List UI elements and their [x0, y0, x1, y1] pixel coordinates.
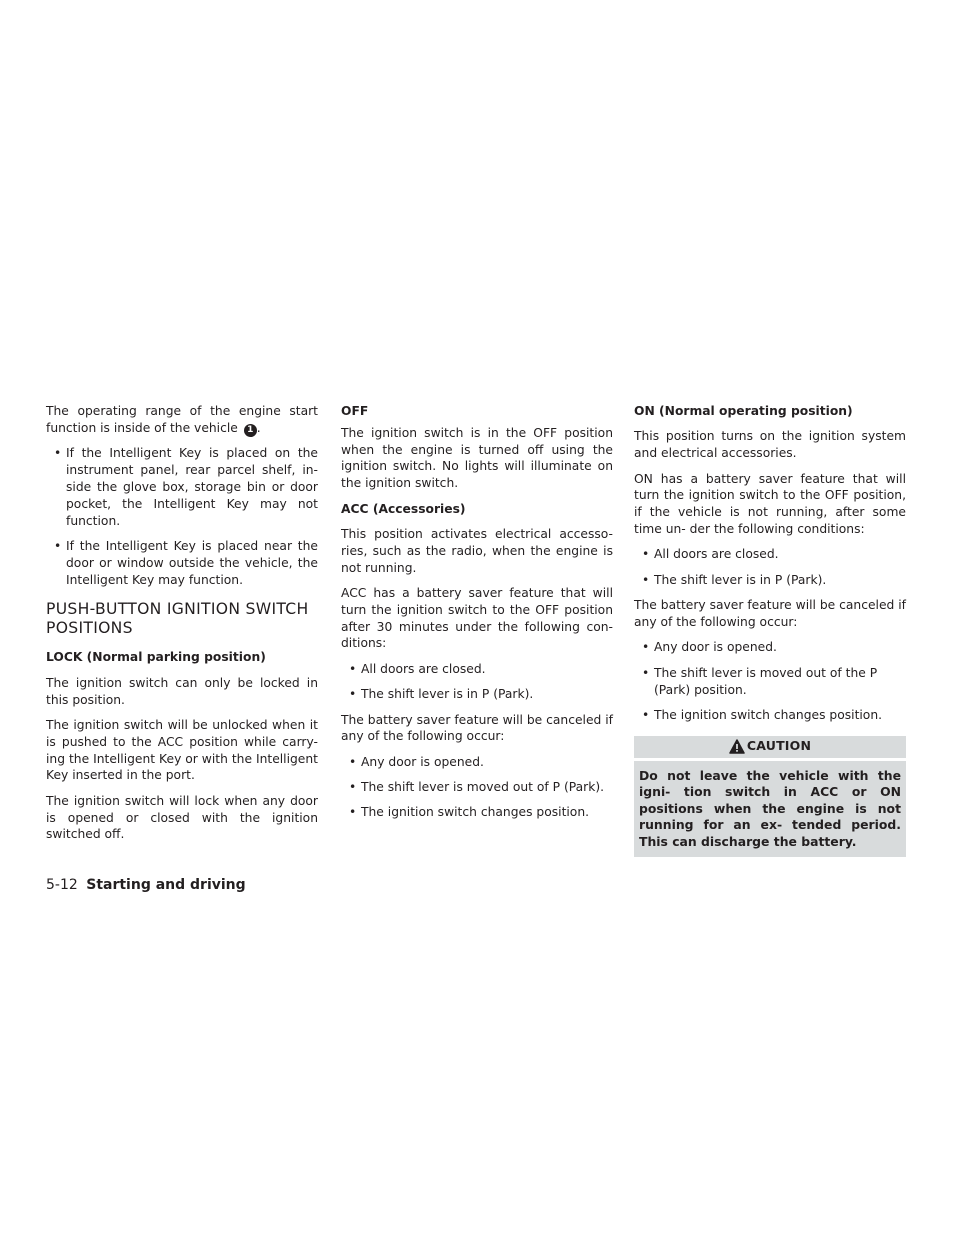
on-heading: ON (Normal operating position) [634, 404, 853, 418]
column-right [634, 403, 906, 857]
on-paragraph-2: ON has a battery saver feature that will turn the ignition switch to the OFF position, if the vehicle is not running, after some time un- der the following conditions: [634, 471, 906, 536]
acc-paragraph-1: This position activates electrical accesso- ries, such as the radio, when the engine is not running. [341, 526, 613, 575]
list-item: • The ignition switch changes position. [341, 804, 613, 821]
column-left [46, 403, 318, 852]
caution-text: Do not leave the vehicle with the igni- tion switch in ACC or ON positions when the engine is not running for an ex- tended period. This can discharge the battery. [634, 761, 906, 857]
list-item: • The shift lever is in P (Park). [634, 572, 906, 589]
off-paragraph: The ignition switch is in the OFF position when the engine is turned off using the ignition switch. No lights will illuminate on the ignition switch. [341, 425, 613, 491]
intro-paragraph: The operating range of the engine start function is inside of the vehicle 1 . [46, 404, 318, 435]
acc-cancel-list [341, 754, 613, 822]
list-item: • The shift lever is moved out of P (Park). [341, 779, 613, 796]
list-item: • If the Intelligent Key is placed near the door or window outside the vehicle, the Intelligent Key may function. [46, 538, 318, 588]
lock-paragraph-3: The ignition switch will lock when any door is opened or closed with the ignition switched off. [46, 793, 318, 842]
column-middle [341, 403, 613, 830]
section-name: Starting and driving [86, 877, 246, 893]
lock-paragraph-2: The ignition switch will be unlocked when it is pushed to the ACC position while carry- ing the Intelligent Key or with the Intelligent Key inserted in the port. [46, 717, 318, 783]
list-item: • If the Intelligent Key is placed on the instrument panel, rear parcel shelf, in- side the glove box, storage bin or door pocket, the Intelligent Key may not function. [46, 445, 318, 529]
on-cancel-paragraph: The battery saver feature will be canceled if any of the following occur: [634, 598, 906, 629]
list-item: • Any door is opened. [341, 754, 613, 771]
key-range-list [46, 445, 318, 588]
off-heading: OFF [341, 404, 369, 418]
acc-paragraph-2: ACC has a battery saver feature that will turn the ignition switch to the OFF position after 30 minutes under the following con- ditions: [341, 585, 613, 651]
on-conditions-list [634, 546, 906, 588]
lock-heading: LOCK (Normal parking position) [46, 650, 266, 665]
caution-label: CAUTION [746, 738, 812, 754]
page-number: 5-12 [46, 877, 78, 893]
list-item: • The shift lever is moved out of the P (Park) position. [634, 665, 906, 699]
callout-marker: 1 [244, 424, 257, 437]
section-title: PUSH-BUTTON IGNITION SWITCH POSITIONS [46, 600, 309, 638]
list-item: • Any door is opened. [634, 639, 906, 656]
list-item: • All doors are closed. [634, 546, 906, 563]
acc-heading: ACC (Accessories) [341, 501, 466, 516]
caution-header [634, 736, 906, 758]
acc-conditions-list [341, 661, 613, 703]
on-paragraph-1: This position turns on the ignition system and electrical accessories. [634, 429, 906, 461]
lock-paragraph-1: The ignition switch can only be locked in this position. [46, 675, 318, 707]
page-footer [46, 876, 246, 894]
list-item: • All doors are closed. [341, 661, 613, 678]
on-cancel-list [634, 639, 906, 723]
list-item: • The ignition switch changes position. [634, 707, 906, 724]
list-item: • The shift lever is in P (Park). [341, 686, 613, 703]
acc-cancel-paragraph: The battery saver feature will be canceled if any of the following occur: [341, 712, 613, 744]
warning-icon [729, 739, 745, 754]
